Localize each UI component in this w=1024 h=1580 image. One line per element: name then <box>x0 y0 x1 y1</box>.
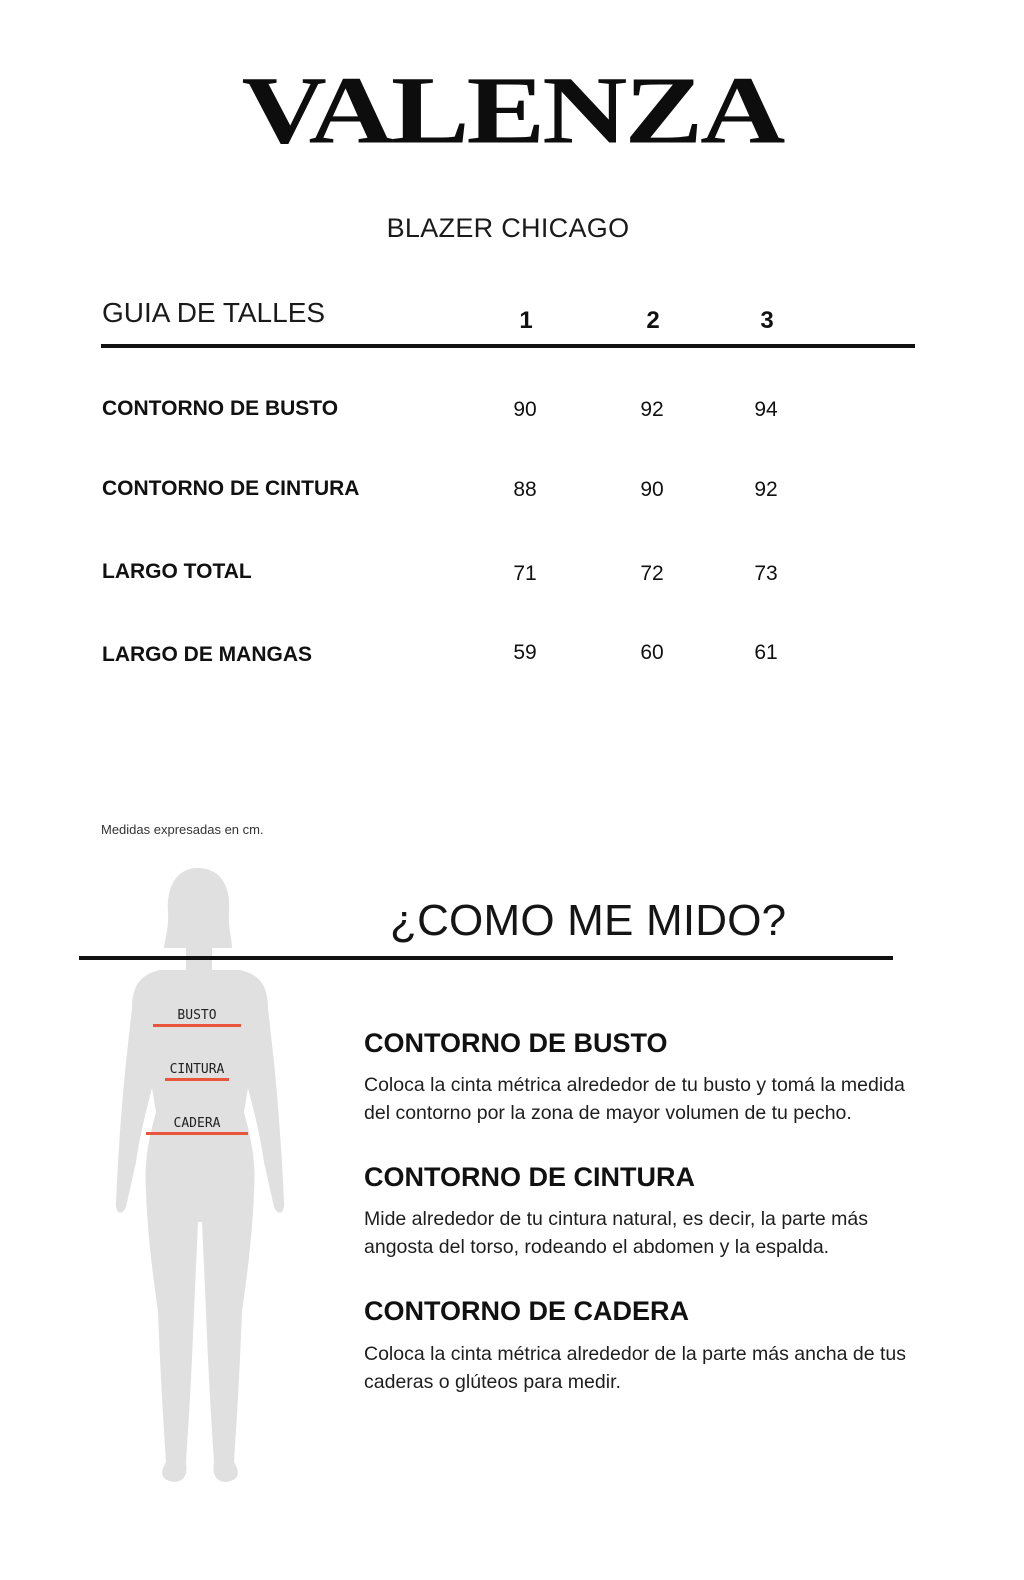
cell-waist-size-3: 92 <box>754 478 778 501</box>
row-label-sleeve-length: LARGO DE MANGAS <box>102 643 312 666</box>
size-header-3: 3 <box>760 307 774 334</box>
section-heading-waist: CONTORNO DE CINTURA <box>364 1162 696 1192</box>
how-to-divider <box>79 956 893 960</box>
cell-bust-size-1: 90 <box>513 398 537 421</box>
bust-measure-line <box>153 1024 241 1027</box>
figure-label-waist: CINTURA <box>169 1062 225 1077</box>
section-text-hip-line-1: Coloca la cinta métrica alrededor de la parte más ancha de tus <box>364 1343 906 1365</box>
product-title: BLAZER CHICAGO <box>386 213 630 243</box>
cell-bust-size-3: 94 <box>754 398 778 421</box>
cell-length-size-3: 73 <box>754 562 778 585</box>
section-text-waist-line-2: angosta del torso, rodeando el abdomen y la espalda. <box>364 1236 830 1258</box>
hip-measure-line <box>146 1132 248 1135</box>
figure-label-bust: BUSTO <box>177 1008 217 1023</box>
cell-waist-size-2: 90 <box>640 478 664 501</box>
section-text-waist-line-1: Mide alrededor de tu cintura natural, es decir, la parte más <box>364 1208 869 1230</box>
cell-sleeve-size-3: 61 <box>754 641 778 664</box>
section-heading-hip: CONTORNO DE CADERA <box>364 1296 690 1326</box>
section-text-hip-line-2: caderas o glúteos para medir. <box>364 1371 621 1393</box>
section-text-waist <box>364 1205 964 1261</box>
cell-sleeve-size-1: 59 <box>513 641 537 664</box>
cell-bust-size-2: 92 <box>640 398 664 421</box>
cell-length-size-1: 71 <box>513 562 537 585</box>
figure-label-hip: CADERA <box>173 1116 221 1131</box>
section-text-bust-line-1: Coloca la cinta métrica alrededor de tu busto y tomá la medida <box>364 1074 905 1096</box>
section-text-bust-line-2: del contorno por la zona de mayor volumen de tu pecho. <box>364 1102 852 1124</box>
cell-sleeve-size-2: 60 <box>640 641 664 664</box>
size-guide-title: GUIA DE TALLES <box>102 297 326 328</box>
section-heading-bust: CONTORNO DE BUSTO <box>364 1028 668 1058</box>
size-header-2: 2 <box>646 307 660 334</box>
waist-measure-line <box>165 1078 229 1081</box>
cell-waist-size-1: 88 <box>513 478 537 501</box>
how-to-title: ¿COMO ME MIDO? <box>390 896 787 945</box>
section-text-hip <box>364 1340 964 1396</box>
table-header-divider <box>101 344 915 348</box>
silhouette-body <box>116 868 284 1482</box>
row-label-bust: CONTORNO DE BUSTO <box>102 397 339 420</box>
row-label-waist: CONTORNO DE CINTURA <box>102 477 360 500</box>
brand-logo: VALENZA <box>241 56 783 164</box>
size-header-1: 1 <box>519 307 533 334</box>
units-note: Medidas expresadas en cm. <box>101 822 264 837</box>
row-label-total-length: LARGO TOTAL <box>102 560 252 583</box>
cell-length-size-2: 72 <box>640 562 664 585</box>
section-text-bust <box>364 1071 964 1127</box>
